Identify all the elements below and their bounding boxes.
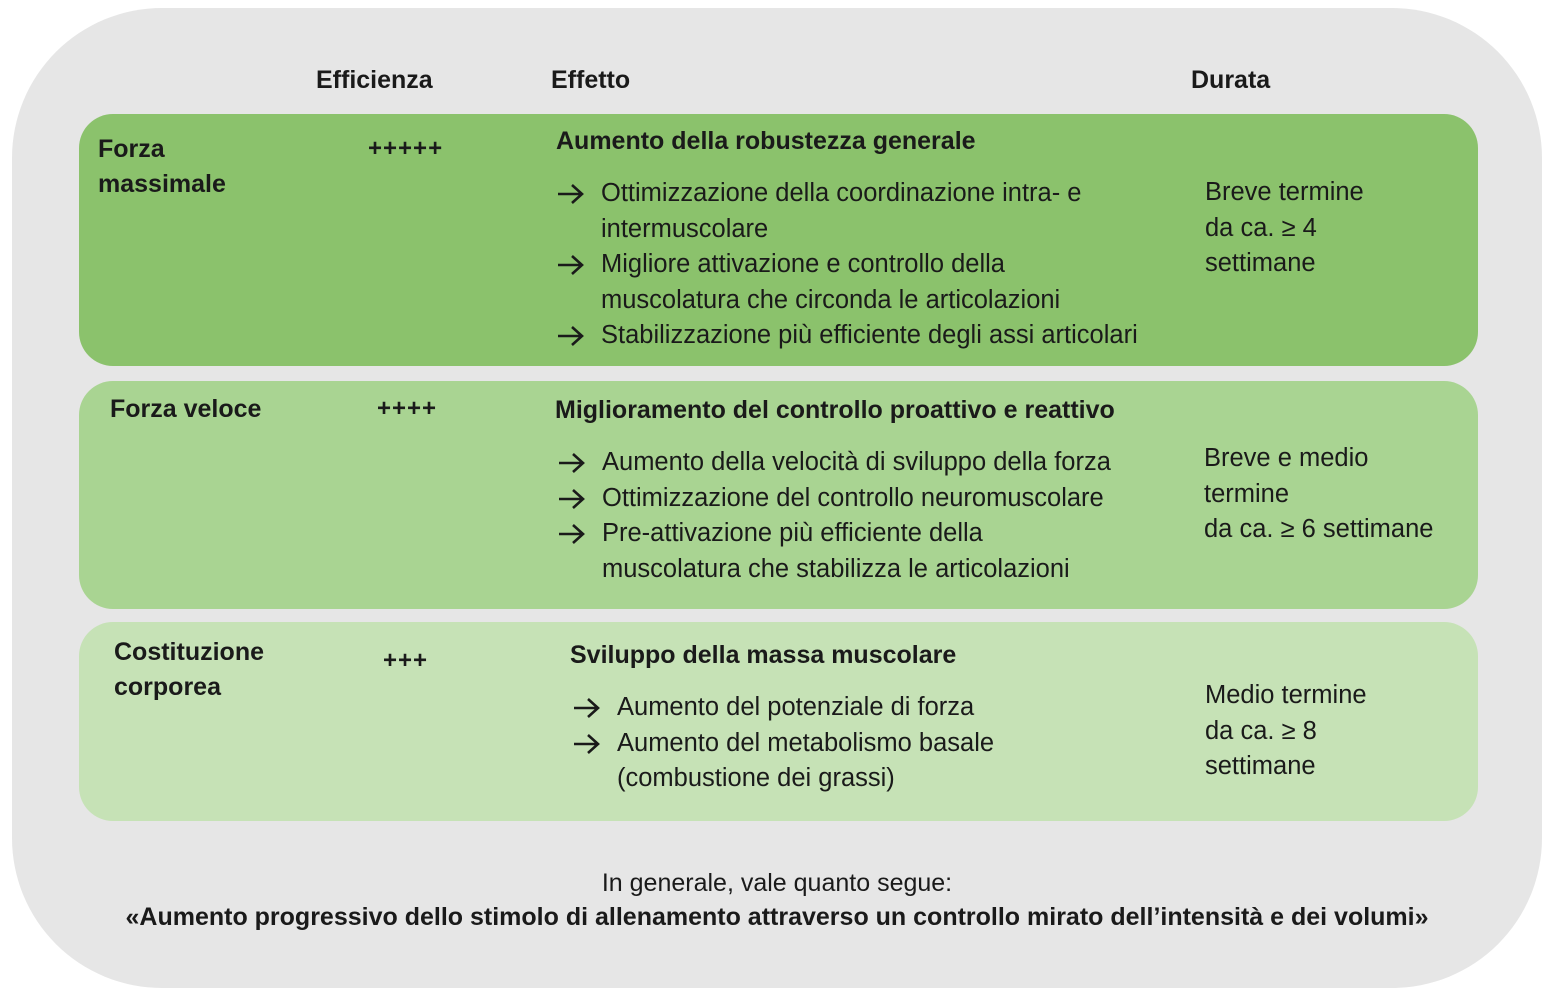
duration-line: Medio termine <box>1205 681 1367 709</box>
effect-item <box>572 690 994 726</box>
duration <box>1205 175 1364 282</box>
effect-item-line: Ottimizzazione della coordinazione intra- e <box>601 179 1082 207</box>
effect-item <box>556 176 1138 247</box>
footer-statement: «Aumento progressivo dello stimolo di allenamento attraverso un controllo mirato dell’intensità e dei volumi» <box>125 903 1429 931</box>
effect-item-line: muscolatura che circonda le articolazioni <box>601 285 1061 314</box>
effect-list <box>572 690 994 797</box>
effect-title: Sviluppo della massa muscolare <box>570 641 957 669</box>
duration <box>1205 678 1367 785</box>
effect-item-line: (combustione dei grassi) <box>617 764 895 792</box>
row-name-line: Forza <box>98 135 165 163</box>
duration-line: da ca. ≥ 6 settimane <box>1204 515 1434 543</box>
effect-title: Aumento della robustezza generale <box>556 127 976 155</box>
duration-line: settimane <box>1205 752 1316 780</box>
arrow-right-icon <box>572 697 602 719</box>
header-duration: Durata <box>1191 66 1271 94</box>
effect-title: Miglioramento del controllo proattivo e reattivo <box>555 396 1115 424</box>
footer-intro: In generale, vale quanto segue: <box>601 869 953 897</box>
row-name-line: Forza veloce <box>110 395 262 423</box>
duration-line: settimane <box>1205 249 1316 277</box>
efficiency-rating: ++++ <box>377 395 438 422</box>
effect-item-line: Aumento del metabolismo basale <box>617 728 995 757</box>
effect-item-line: Ottimizzazione del controllo neuromuscolare <box>602 483 1104 512</box>
row-name-line: Costituzione <box>114 638 264 666</box>
arrow-right-icon <box>556 254 586 276</box>
arrow-right-icon <box>556 325 586 347</box>
efficiency-rating: +++ <box>383 647 429 674</box>
effect-item-line: muscolatura che stabilizza le articolazioni <box>602 554 1070 583</box>
efficiency-rating: +++++ <box>368 135 444 162</box>
header-efficiency: Efficienza <box>316 66 433 94</box>
duration <box>1204 441 1433 548</box>
arrow-right-icon <box>557 452 587 474</box>
effect-item <box>557 445 1111 481</box>
arrow-right-icon <box>572 733 602 755</box>
effect-item <box>557 481 1111 517</box>
arrow-right-icon <box>557 523 587 545</box>
effect-item-line: Pre-attivazione più efficiente della <box>602 519 983 547</box>
arrow-right-icon <box>557 488 587 510</box>
effect-item-line: Aumento della velocità di sviluppo della forza <box>602 448 1111 476</box>
effect-list <box>556 176 1138 354</box>
duration-line: Breve e medio <box>1204 444 1369 472</box>
duration-line: da ca. ≥ 4 <box>1205 213 1317 242</box>
row-name-line: corporea <box>114 673 221 701</box>
duration-line: termine <box>1204 479 1290 508</box>
row-name <box>114 635 264 705</box>
effect-item-line: Aumento del potenziale di forza <box>617 693 975 721</box>
effect-item <box>572 726 994 797</box>
effect-item <box>556 318 1138 354</box>
effect-list <box>557 445 1111 587</box>
duration-line: da ca. ≥ 8 <box>1205 716 1317 745</box>
row-name <box>110 392 261 427</box>
header-effect: Effetto <box>551 66 631 94</box>
row-name <box>98 132 226 202</box>
effect-item <box>556 247 1138 318</box>
duration-line: Breve termine <box>1205 178 1364 206</box>
arrow-right-icon <box>556 183 586 205</box>
row-name-line: massimale <box>98 170 226 198</box>
effect-item-line: Migliore attivazione e controllo della <box>601 250 1005 278</box>
effect-item <box>557 516 1111 587</box>
effect-item-line: Stabilizzazione più efficiente degli assi articolari <box>601 321 1138 349</box>
effect-item-line: intermuscolare <box>601 214 769 243</box>
